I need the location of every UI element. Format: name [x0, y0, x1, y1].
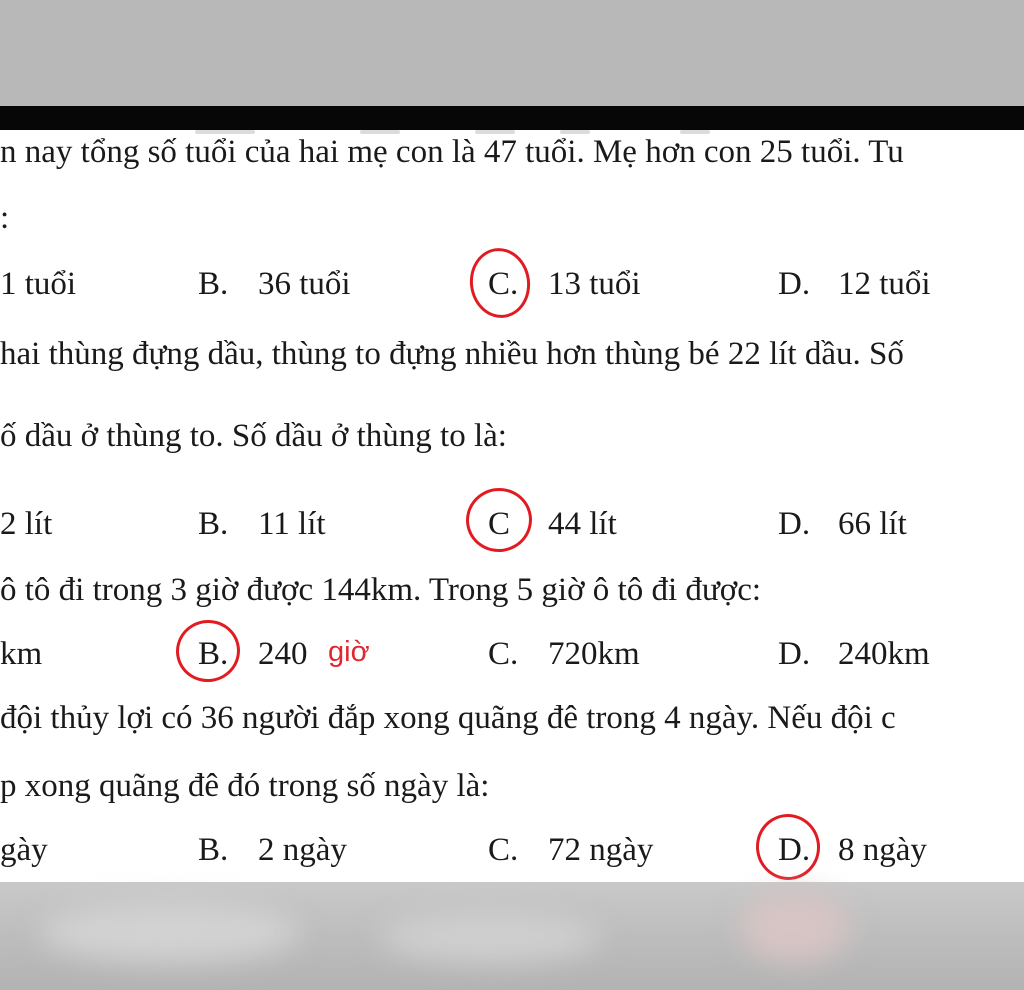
answer-circle-q1 — [465, 244, 534, 322]
answer-circle-q2 — [462, 484, 536, 557]
blur-shape — [740, 892, 850, 962]
scanner-edge-bar — [0, 106, 1024, 130]
worksheet-page — [0, 130, 1024, 882]
question-3-option-b: B. 240 — [198, 636, 308, 672]
question-1-option-a: 1 tuổi — [0, 266, 77, 302]
question-1-stem-line-1: n nay tổng số tuổi của hai mẹ con là 47 tuổi. Mẹ hơn con 25 tuổi. Tu — [0, 134, 904, 170]
question-3-option-a: km — [0, 636, 43, 672]
question-4-option-b: B. 2 ngày — [198, 832, 347, 868]
blur-shape — [40, 902, 300, 962]
blur-shape — [380, 912, 600, 962]
question-4-option-c: C. 72 ngày — [488, 832, 654, 868]
question-2-option-c: C 44 lít — [488, 506, 617, 542]
question-3-stem: ô tô đi trong 3 giờ được 144km. Trong 5 giờ ô tô đi được: — [0, 572, 762, 608]
question-2-option-d: D. 66 lít — [778, 506, 907, 542]
question-2-option-a: 2 lít — [0, 506, 53, 542]
handwritten-note: giờ — [328, 636, 370, 668]
question-3-option-c: C. 720km — [488, 636, 640, 672]
question-1-option-b: B. 36 tuổi — [198, 266, 351, 302]
question-1-option-c: C. 13 tuổi — [488, 266, 641, 302]
question-3-option-d: D. 240km — [778, 636, 930, 672]
background-top — [0, 0, 1024, 106]
question-2-option-b: B. 11 lít — [198, 506, 326, 542]
answer-circle-q3 — [172, 616, 244, 686]
question-4-option-a: gày — [0, 832, 48, 868]
question-1-option-d: D. 12 tuổi — [778, 266, 931, 302]
background-bottom — [0, 882, 1024, 990]
question-4-option-d: D. 8 ngày — [778, 832, 927, 868]
answer-circle-q4 — [752, 810, 825, 882]
question-2-stem-line-1: hai thùng đựng dầu, thùng to đựng nhiều hơn thùng bé 22 lít dầu. Số — [0, 336, 904, 372]
question-4-stem-line-1: đội thủy lợi có 36 người đắp xong quãng đê trong 4 ngày. Nếu đội c — [0, 700, 896, 736]
question-2-stem-line-2: ố dầu ở thùng to. Số dầu ở thùng to là: — [0, 418, 507, 454]
question-1-stem-line-2: : — [0, 200, 10, 236]
question-4-stem-line-2: p xong quãng đê đó trong số ngày là: — [0, 768, 490, 804]
